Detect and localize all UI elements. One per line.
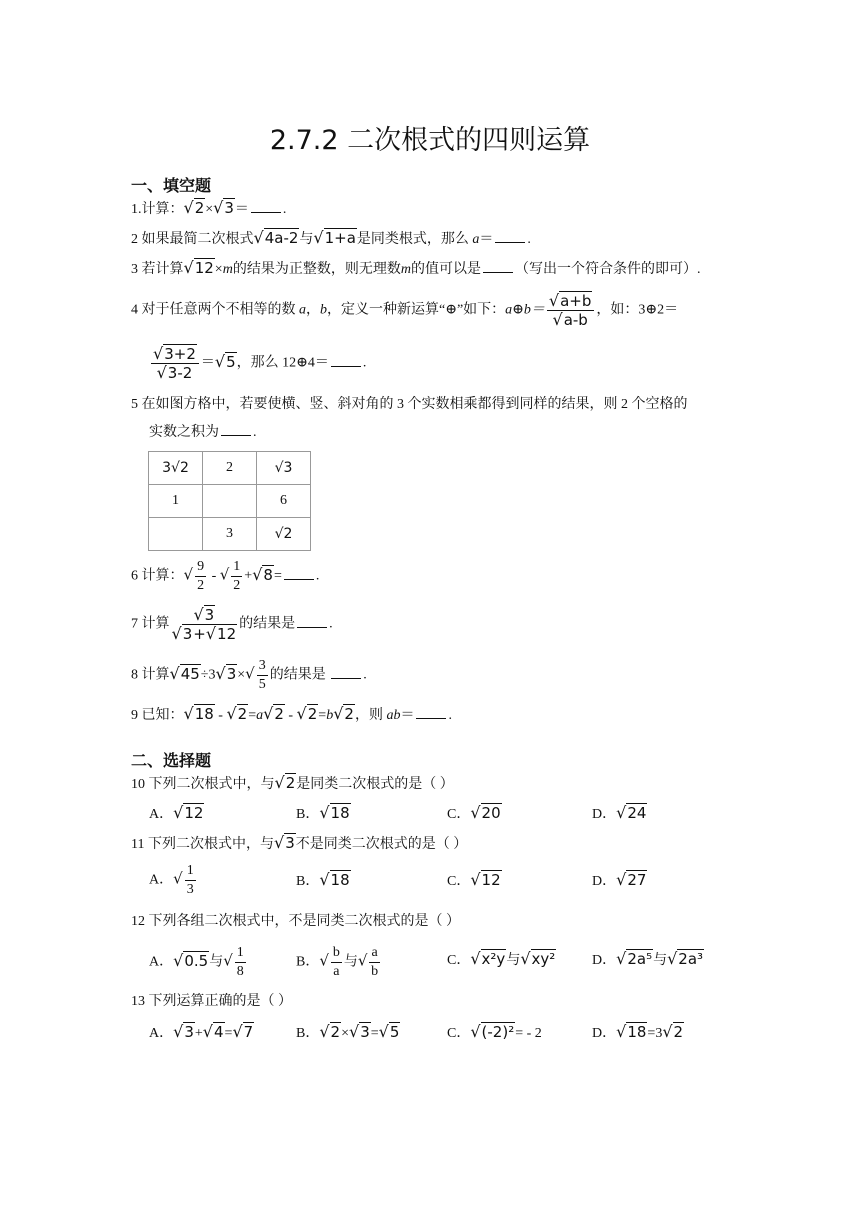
sqrt-2: √2 — [226, 704, 248, 723]
sqrt-8: √8 — [252, 564, 273, 584]
grid-row — [149, 518, 311, 551]
question-12: 12 下列各组二次根式中，不是同类二次根式的是（ ） — [131, 914, 460, 929]
q13-option-b[interactable]: B．√2×√3=√5 — [296, 1022, 400, 1041]
answer-blank — [331, 354, 361, 367]
sqrt-45: √45 — [169, 663, 200, 683]
answer-blank — [221, 423, 251, 436]
grid-cell: √3 — [257, 452, 311, 485]
answer-blank — [251, 200, 281, 213]
fraction-sqrt-3-plus-2-over-sqrt-3-minus-2: $\frac{√3+2}{√3-2}$ — [151, 345, 199, 382]
question-9: 9 已知：√18 - √2=a√2 - √2=b√2，则 ab＝ . — [131, 704, 452, 723]
question-5-line-1: 5 在如图方格中，若要使横、竖、斜对角的 3 个实数相乘都得到同样的结果，则 2 个空格的 — [131, 397, 688, 412]
sqrt-18: √18 — [183, 704, 214, 723]
q10-option-a[interactable]: A．√12 — [149, 803, 204, 822]
sqrt-12: √12 — [183, 258, 214, 277]
q12-option-b[interactable]: B．√ $\frac{b}{a}$ 与√ $\frac{a}{b}$ — [296, 945, 379, 979]
sqrt-2: √2 — [333, 704, 354, 723]
q13-option-c[interactable]: C．√(-2)²= - 2 — [447, 1022, 542, 1041]
grid-cell-empty — [203, 485, 257, 518]
sqrt-3: √3 — [273, 833, 295, 852]
sqrt-2: √2 — [296, 704, 318, 723]
question-1: 1.计算：√2×√3＝ . — [131, 198, 287, 217]
grid-cell: 2 — [203, 452, 257, 485]
question-11: 11 下列二次根式中，与√3不是同类二次根式的是（ ） — [131, 833, 468, 852]
q13-option-d[interactable]: D．√18=3√2 — [592, 1022, 684, 1041]
section-choice-heading: 二、选择题 — [131, 751, 212, 770]
sqrt-2: √2 — [274, 773, 296, 792]
q10-option-d[interactable]: D．√24 — [592, 803, 647, 822]
answer-blank — [297, 615, 327, 628]
sqrt-2: √2 — [263, 704, 284, 723]
question-7: 7 计算 $\frac{√3}{√3+√12}$ 的结果是 . — [131, 605, 333, 643]
grid-cell: 6 — [257, 485, 311, 518]
grid-row — [149, 452, 311, 485]
grid-cell-empty — [149, 518, 203, 551]
sqrt-1-plus-a: √1+a — [313, 228, 356, 247]
fraction-sqrt3-over-sqrt3-plus-sqrt12: $\frac{√3}{√3+√12}$ — [171, 605, 237, 643]
q11-option-d[interactable]: D．√27 — [592, 870, 647, 889]
sqrt-4a-2: √4a-2 — [253, 228, 299, 247]
question-8: 8 计算√45÷3√3×√ $\frac{3}{5}$ 的结果是 . — [131, 658, 367, 692]
q13-option-a[interactable]: A．√3+√4=√7 — [149, 1022, 254, 1041]
question-13: 13 下列运算正确的是（ ） — [131, 994, 292, 1009]
q11-option-c[interactable]: C．√12 — [447, 870, 501, 889]
sqrt-2: √2 — [183, 198, 205, 217]
fraction-9-over-2: $\frac{9}{2}$ — [197, 559, 205, 593]
question-3: 3 若计算√12×m的结果为正整数，则无理数m的值可以是 （写出一个符合条件的即可）. — [131, 258, 701, 277]
q11-option-b[interactable]: B．√18 — [296, 870, 350, 889]
grid-cell: 3 — [203, 518, 257, 551]
page-title: 2.7.2 二次根式的四则运算 — [269, 125, 591, 156]
question-6: 6 计算：√ $\frac{9}{2}$ - √ $\frac{1}{2}$ +√8= . — [131, 559, 320, 593]
grid-cell: 3√2 — [149, 452, 203, 485]
answer-blank — [284, 567, 314, 580]
grid-cell: 1 — [149, 485, 203, 518]
question-4-line-2: $\frac{√3+2}{√3-2}$ ＝√5，那么 12⊕4＝ . — [153, 344, 367, 382]
sqrt-3: √3 — [213, 198, 234, 217]
answer-blank — [416, 706, 446, 719]
answer-blank — [483, 260, 513, 273]
q12-option-c[interactable]: C．√x²y与√xy² — [447, 949, 556, 968]
q12-option-d[interactable]: D．√2a⁵与√2a³ — [592, 949, 704, 968]
question-2: 2 如果最简二次根式√4a-2与√1+a是同类根式，那么 a＝ . — [131, 228, 531, 247]
answer-blank — [495, 230, 525, 243]
question-4-line-1: 4 对于任意两个不相等的数 a，b，定义一种新运算“⊕”如下：a⊕b＝ $\frac{√a+b}{√a-b}$ ，如：3⊕2＝ — [131, 291, 679, 329]
section-fill-heading: 一、填空题 — [131, 176, 212, 195]
q11-option-a[interactable]: A．√ $\frac{1}{3}$ — [149, 863, 194, 897]
magic-square-grid — [148, 451, 311, 551]
sqrt-3: √3 — [215, 663, 237, 683]
q10-option-b[interactable]: B．√18 — [296, 803, 350, 822]
fraction-sqrt-a-plus-b-over-sqrt-a-minus-b: $\frac{√a+b}{√a-b}$ — [547, 292, 595, 329]
q12-option-a[interactable]: A．√0.5与√ $\frac{1}{8}$ — [149, 945, 244, 979]
answer-blank — [331, 666, 361, 679]
sqrt-5: √5 — [214, 351, 236, 371]
question-5-line-2: 实数之积为 . — [149, 425, 257, 440]
question-10: 10 下列二次根式中，与√2是同类二次根式的是（ ） — [131, 773, 454, 792]
fraction-1-over-2: $\frac{1}{2}$ — [233, 559, 241, 593]
fraction-3-over-5: $\frac{3}{5}$ — [258, 658, 266, 692]
grid-cell: √2 — [257, 518, 311, 551]
grid-row — [149, 485, 311, 518]
q10-option-c[interactable]: C．√20 — [447, 803, 501, 822]
